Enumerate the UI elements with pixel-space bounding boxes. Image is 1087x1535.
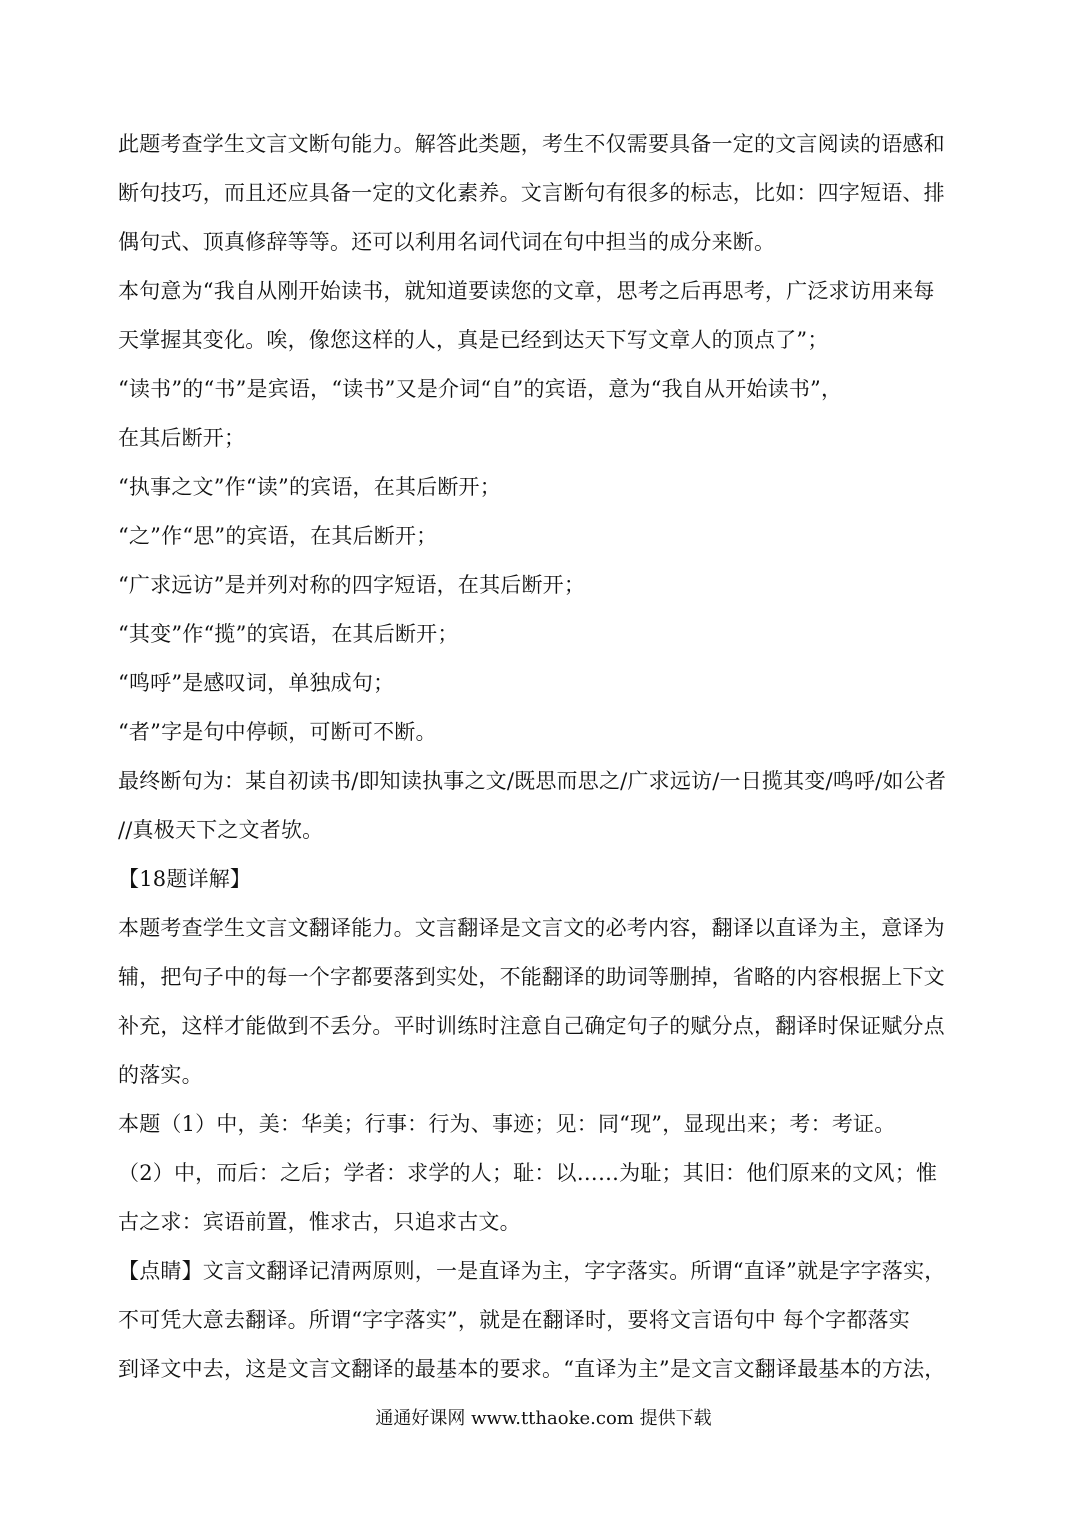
text-line: 天掌握其变化。唉，像您这样的人，真是已经到达天下写文章人的顶点了”； <box>118 328 829 352</box>
text-line: 本题考查学生文言文翻译能力。文言翻译是文言文的必考内容，翻译以直译为主，意译为 <box>118 916 945 940</box>
text-line: 不可凭大意去翻译。所谓“字字落实”，就是在翻译时，要将文言语句中 每个字都落实 <box>118 1308 910 1332</box>
text-line: 补充，这样才能做到不丢分。平时训练时注意自己确定句子的赋分点，翻译时保证赋分点 <box>118 1014 945 1038</box>
text-line: “读书”的“书”是宾语，“读书”又是介词“自”的宾语，意为“我自从开始读书”， <box>118 377 843 401</box>
text-line: “者”字是句中停顿，可断可不断。 <box>118 720 437 744</box>
text-line: 断句技巧，而且还应具备一定的文化素养。文言断句有很多的标志，比如：四字短语、排 <box>118 181 945 205</box>
document-body <box>118 120 978 1394</box>
page-footer: 通通好课网 www.tthaoke.com 提供下载 <box>375 1408 712 1429</box>
text-line: 在其后断开； <box>118 426 246 450</box>
text-line: “其变”作“揽”的宾语，在其后断开； <box>118 622 459 646</box>
text-line: （2）中，而后：之后；学者：求学的人；耻：以……为耻；其旧：他们原来的文风；惟 <box>118 1161 938 1185</box>
text-line: 到译文中去，这是文言文翻译的最基本的要求。“直译为主”是文言文翻译最基本的方法， <box>118 1357 946 1381</box>
section-heading: 【18题详解】 <box>118 867 252 891</box>
text-line: “广求远访”是并列对称的四字短语，在其后断开； <box>118 573 586 597</box>
text-line: “之”作“思”的宾语，在其后断开； <box>118 524 438 548</box>
text-line: 【点睛】文言文翻译记清两原则，一是直译为主，字字落实。所谓“直译”就是字字落实， <box>118 1259 946 1283</box>
text-line: 本句意为“我自从刚开始读书，就知道要读您的文章，思考之后再思考，广泛求访用来每 <box>118 279 935 303</box>
text-line: 的落实。 <box>118 1063 203 1087</box>
text-line: 古之求：宾语前置，惟求古，只追求古文。 <box>118 1210 521 1234</box>
text-line: 此题考查学生文言文断句能力。解答此类题，考生不仅需要具备一定的文言阅读的语感和 <box>118 132 945 156</box>
text-line: 本题（1）中，美：华美；行事：行为、事迹；见：同“现”，显现出来；考：考证。 <box>118 1112 896 1136</box>
text-line: 偶句式、顶真修辞等等。还可以利用名词代词在句中担当的成分来断。 <box>118 230 776 254</box>
text-line: “执事之文”作“读”的宾语，在其后断开； <box>118 475 501 499</box>
text-line: 最终断句为：某自初读书/即知读执事之文/既思而思之/广求远访/一日揽其变/鸣呼/如公者 <box>118 769 947 793</box>
text-line: “鸣呼”是感叹词，单独成句； <box>118 671 395 695</box>
text-line: //真极天下之文者欤。 <box>118 818 324 842</box>
text-line: 辅，把句子中的每一个字都要落到实处，不能翻译的助词等删掉，省略的内容根据上下文 <box>118 965 945 989</box>
